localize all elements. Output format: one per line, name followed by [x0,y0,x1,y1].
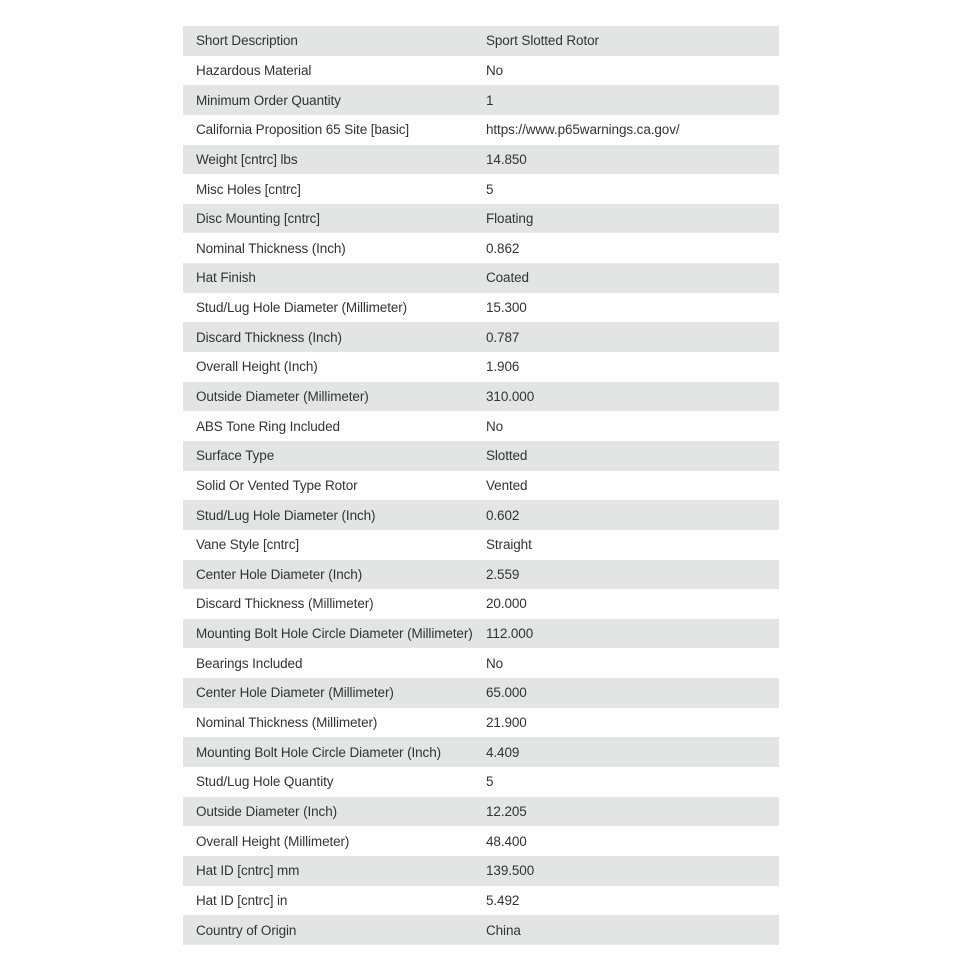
spec-row [183,411,779,441]
spec-label: Hat Finish [196,270,256,286]
spec-label: Vane Style [cntrc] [196,537,299,553]
spec-value: 2.559 [486,566,520,582]
spec-label: Surface Type [196,448,275,464]
spec-row [183,708,779,738]
spec-row [183,441,779,471]
spec-row [183,500,779,530]
spec-value: 21.900 [486,715,527,731]
spec-value: Floating [486,211,534,227]
spec-row [183,26,779,56]
spec-row [183,293,779,323]
spec-row [183,322,779,352]
spec-value: 0.787 [486,329,520,345]
spec-value: 20.000 [486,596,527,612]
spec-label: Center Hole Diameter (Millimeter) [196,685,394,701]
spec-value: 14.850 [486,151,527,167]
spec-value: China [486,922,521,938]
spec-value: 0.602 [486,507,520,523]
spec-label: Stud/Lug Hole Diameter (Inch) [196,507,376,523]
spec-value: 12.205 [486,803,527,819]
spec-label: Misc Holes [cntrc] [196,181,301,197]
spec-label: Mounting Bolt Hole Circle Diameter (Inch) [196,744,441,760]
spec-row [183,145,779,175]
spec-row [183,856,779,886]
spec-value: No [486,655,504,671]
spec-label: Nominal Thickness (Millimeter) [196,715,378,731]
spec-value: https://www.p65warnings.ca.gov/ [486,122,680,138]
spec-label: Country of Origin [196,922,297,938]
spec-row [183,678,779,708]
spec-row [183,233,779,263]
spec-label: Overall Height (Inch) [196,359,318,375]
spec-value: 15.300 [486,300,527,316]
spec-label: Weight [cntrc] lbs [196,151,298,167]
spec-row [183,115,779,145]
spec-value: No [486,418,504,434]
spec-value: Vented [486,477,528,493]
spec-value: Straight [486,537,532,553]
spec-label: ABS Tone Ring Included [196,418,340,434]
spec-label: Discard Thickness (Inch) [196,329,342,345]
spec-value: 1 [486,92,494,108]
spec-label: Stud/Lug Hole Diameter (Millimeter) [196,300,408,316]
spec-value: 112.000 [486,626,534,642]
spec-row [183,530,779,560]
spec-label: Hat ID [cntrc] in [196,892,288,908]
spec-row [183,648,779,678]
spec-value: 5.492 [486,892,520,908]
spec-row [183,915,779,945]
spec-value: 4.409 [486,744,520,760]
spec-row [183,85,779,115]
spec-row [183,174,779,204]
spec-label: Hazardous Material [196,62,312,78]
spec-label: Nominal Thickness (Inch) [196,240,346,256]
spec-label: Short Description [196,33,298,49]
spec-label: Hat ID [cntrc] mm [196,863,300,879]
spec-label: Outside Diameter (Millimeter) [196,389,369,404]
spec-label: Minimum Order Quantity [196,92,341,108]
spec-label: Overall Height (Millimeter) [196,833,350,849]
spec-value: Sport Slotted Rotor [486,33,599,49]
spec-value: 65.000 [486,685,527,701]
spec-row [183,352,779,382]
spec-row [183,826,779,856]
spec-row [183,737,779,767]
spec-row [183,204,779,234]
spec-value: 5 [486,774,494,790]
spec-row [183,619,779,649]
spec-label: Center Hole Diameter (Inch) [196,566,363,582]
spec-row [183,767,779,797]
spec-label: California Proposition 65 Site [basic] [196,122,410,138]
spec-row [183,382,779,412]
spec-row [183,886,779,916]
spec-label: Discard Thickness (Millimeter) [196,596,374,612]
spec-row [183,263,779,293]
spec-value: Coated [486,270,529,286]
spec-label: Solid Or Vented Type Rotor [196,477,358,493]
spec-table [183,26,779,945]
spec-row [183,560,779,590]
spec-label: Disc Mounting [cntrc] [196,211,320,227]
spec-value: 310.000 [486,389,535,404]
spec-row [183,589,779,619]
spec-value: 0.862 [486,240,520,256]
spec-value: 5 [486,181,494,197]
spec-label: Stud/Lug Hole Quantity [196,774,334,790]
spec-row [183,56,779,86]
spec-label: Outside Diameter (Inch) [196,803,337,819]
spec-value: 139.500 [486,863,535,879]
spec-row [183,797,779,827]
spec-value: Slotted [486,448,528,464]
spec-value: No [486,62,504,78]
spec-row [183,471,779,501]
spec-value: 1.906 [486,359,520,375]
spec-value: 48.400 [486,833,527,849]
spec-label: Bearings Included [196,655,303,671]
spec-label: Mounting Bolt Hole Circle Diameter (Millimeter) [196,626,473,642]
